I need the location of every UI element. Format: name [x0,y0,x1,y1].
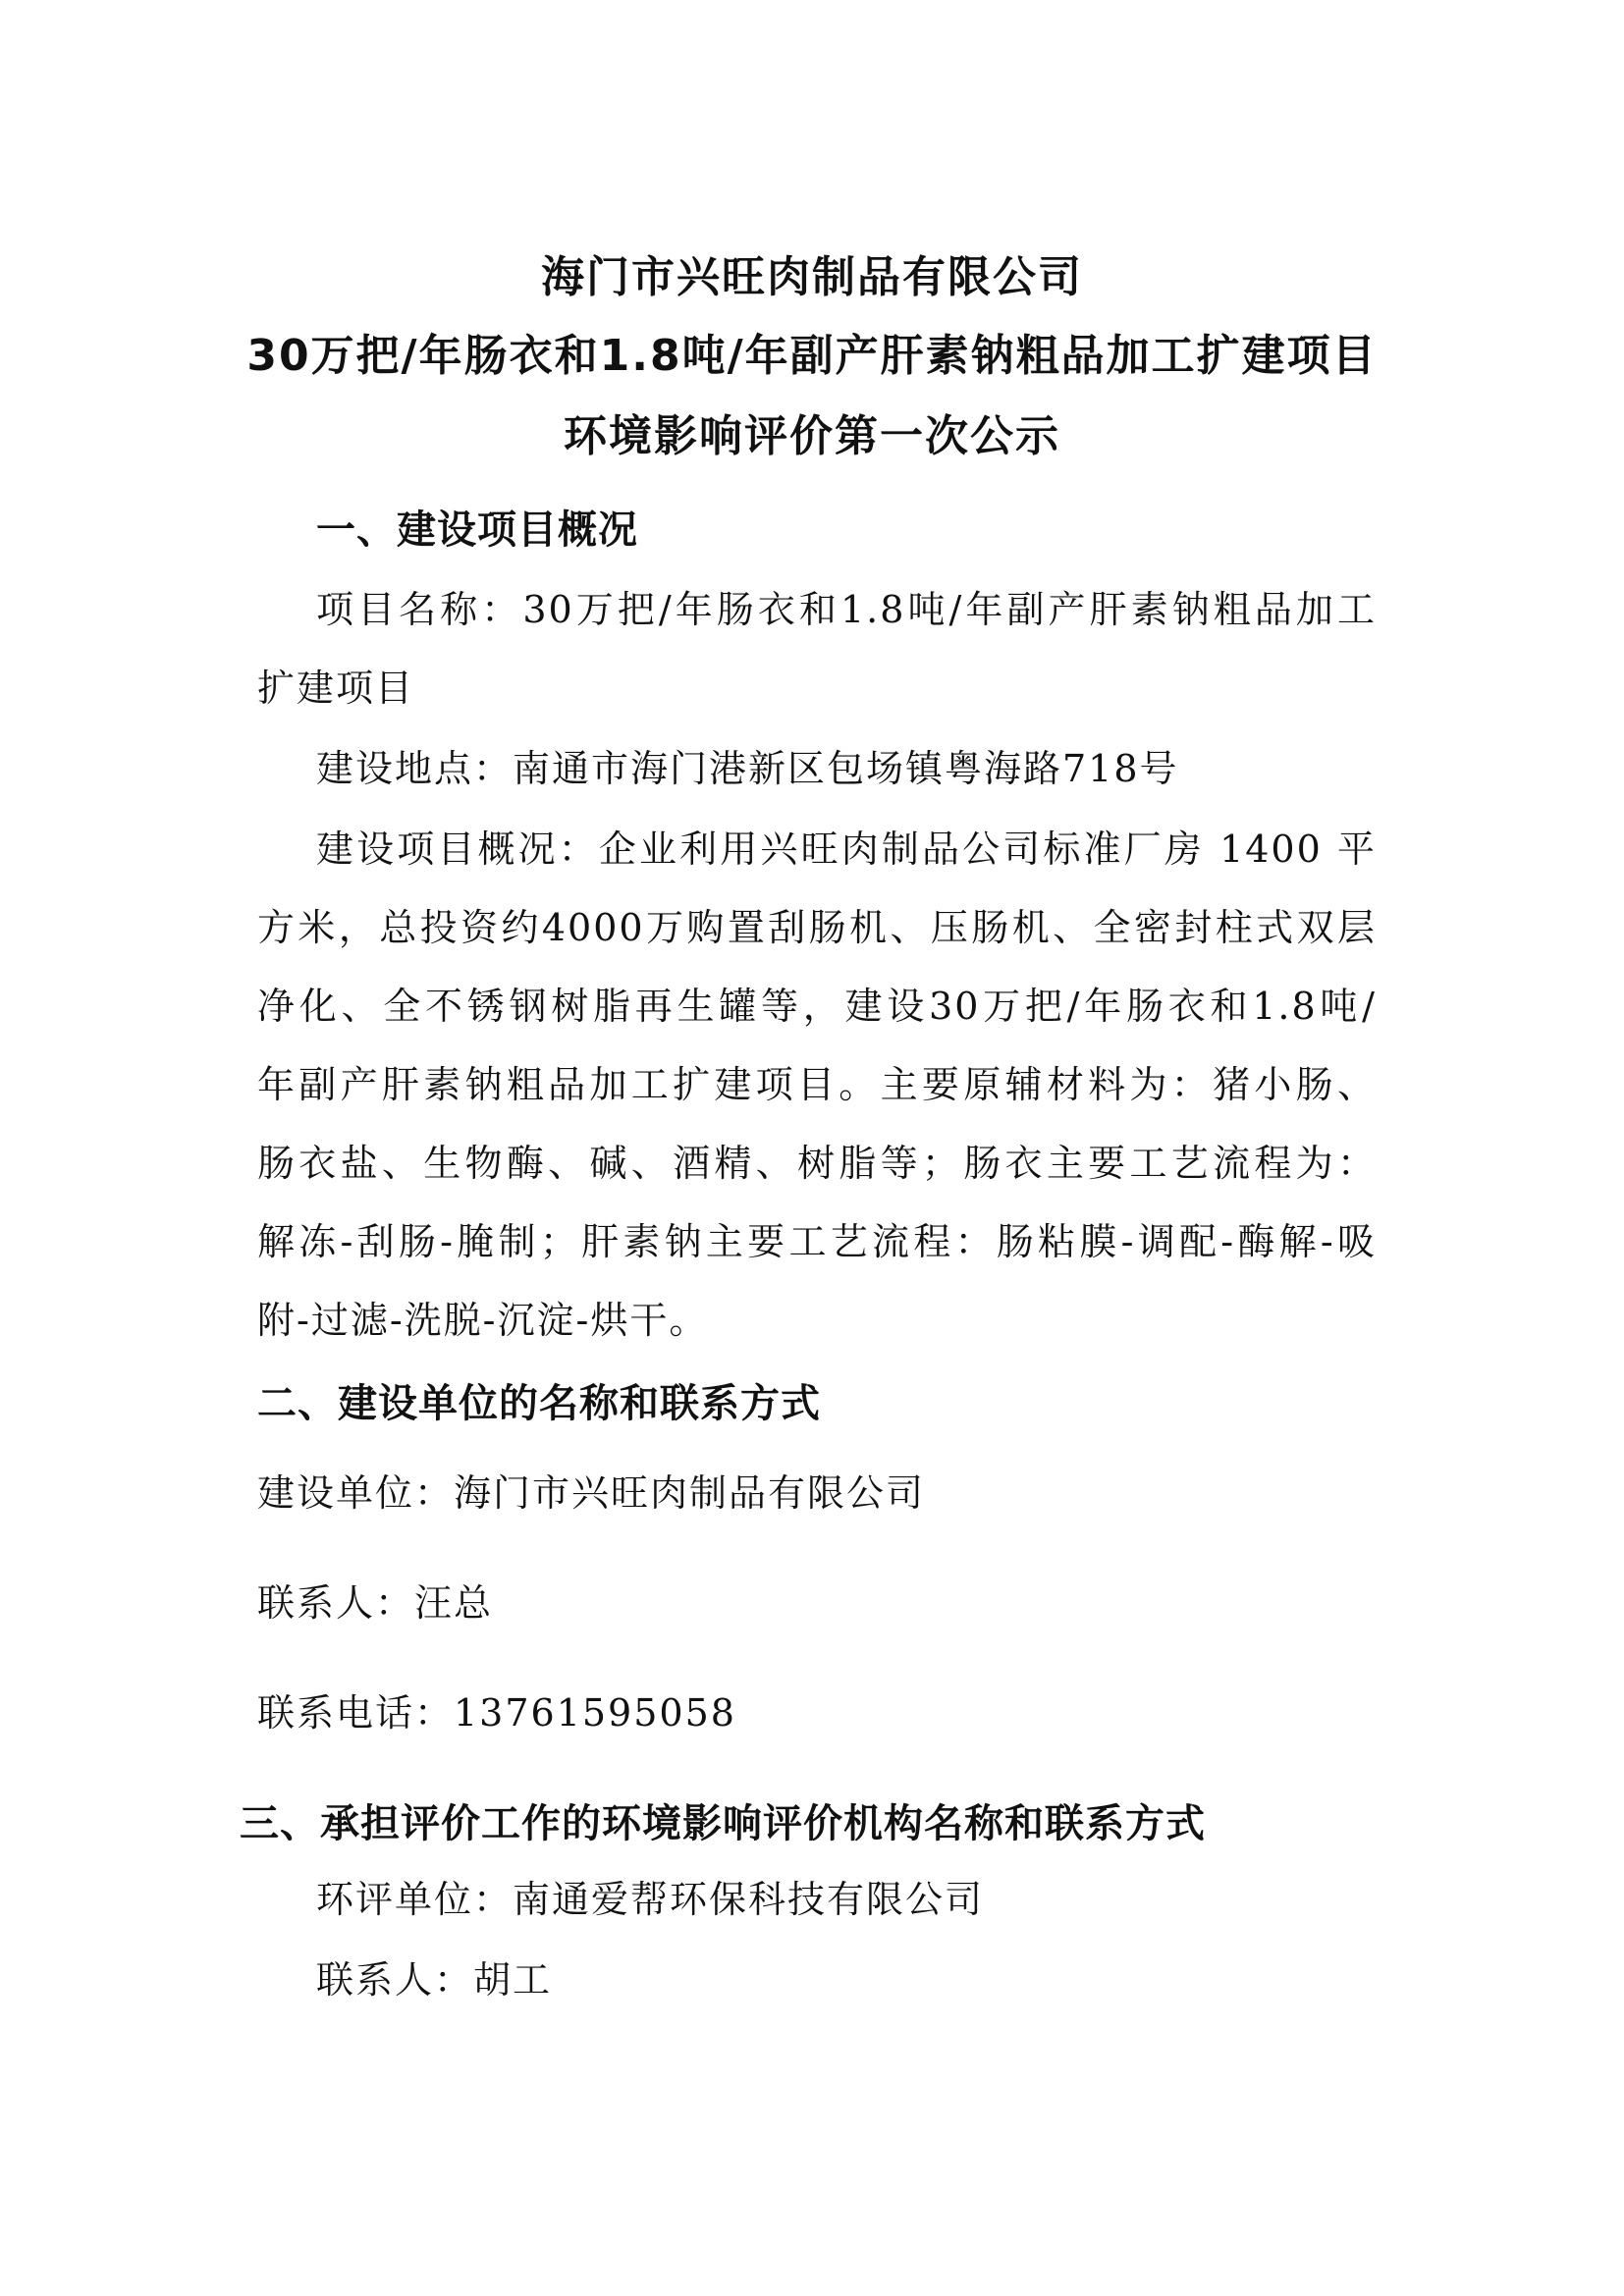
overview-line: 年副产肝素钠粗品加工扩建项目。主要原辅材料为：猪小肠、 [257,1063,1377,1106]
project-name-line1: 项目名称：30万把/年肠衣和1.8吨/年副产肝素钠粗品加工 [316,588,1377,631]
unit-contact-person: 联系人：汪总 [257,1581,494,1625]
section3-heading: 三、承担评价工作的环境影响评价机构名称和联系方式 [240,1801,1206,1846]
title-company: 海门市兴旺肉制品有限公司 [541,252,1083,302]
overview-line: 方米，总投资约4000万购置刮肠机、压肠机、全密封柱式双层 [257,906,1377,949]
project-location: 建设地点：南通市海门港新区包场镇粤海路718号 [316,747,1179,790]
section1-heading: 一、建设项目概况 [316,507,638,553]
overview-line: 解冻-刮肠-腌制；肝素钠主要工艺流程：肠粘膜-调配-酶解-吸 [257,1220,1377,1263]
unit-contact-phone: 联系电话：13761595058 [257,1691,736,1735]
title-notice: 环境影响评价第一次公示 [564,411,1060,461]
agency-contact-person: 联系人：胡工 [316,1958,553,2002]
eia-agency: 环评单位：南通爱帮环保科技有限公司 [316,1878,985,1921]
construction-unit: 建设单位：海门市兴旺肉制品有限公司 [257,1471,926,1515]
project-name-line2: 扩建项目 [257,667,415,710]
title-project: 30万把/年肠衣和1.8吨/年副产肝素钠粗品加工扩建项目 [246,331,1378,381]
overview-line: 附-过滤-洗脱-沉淀-烘干。 [257,1299,709,1342]
overview-line: 肠衣盐、生物酶、碱、酒精、树脂等；肠衣主要工艺流程为： [257,1142,1377,1185]
overview-line: 净化、全不锈钢树脂再生罐等，建设30万把/年肠衣和1.8吨/ [257,985,1377,1028]
overview-line: 建设项目概况：企业利用兴旺肉制品公司标准厂房 1400 平 [316,828,1377,871]
section2-heading: 二、建设单位的名称和联系方式 [257,1381,821,1426]
